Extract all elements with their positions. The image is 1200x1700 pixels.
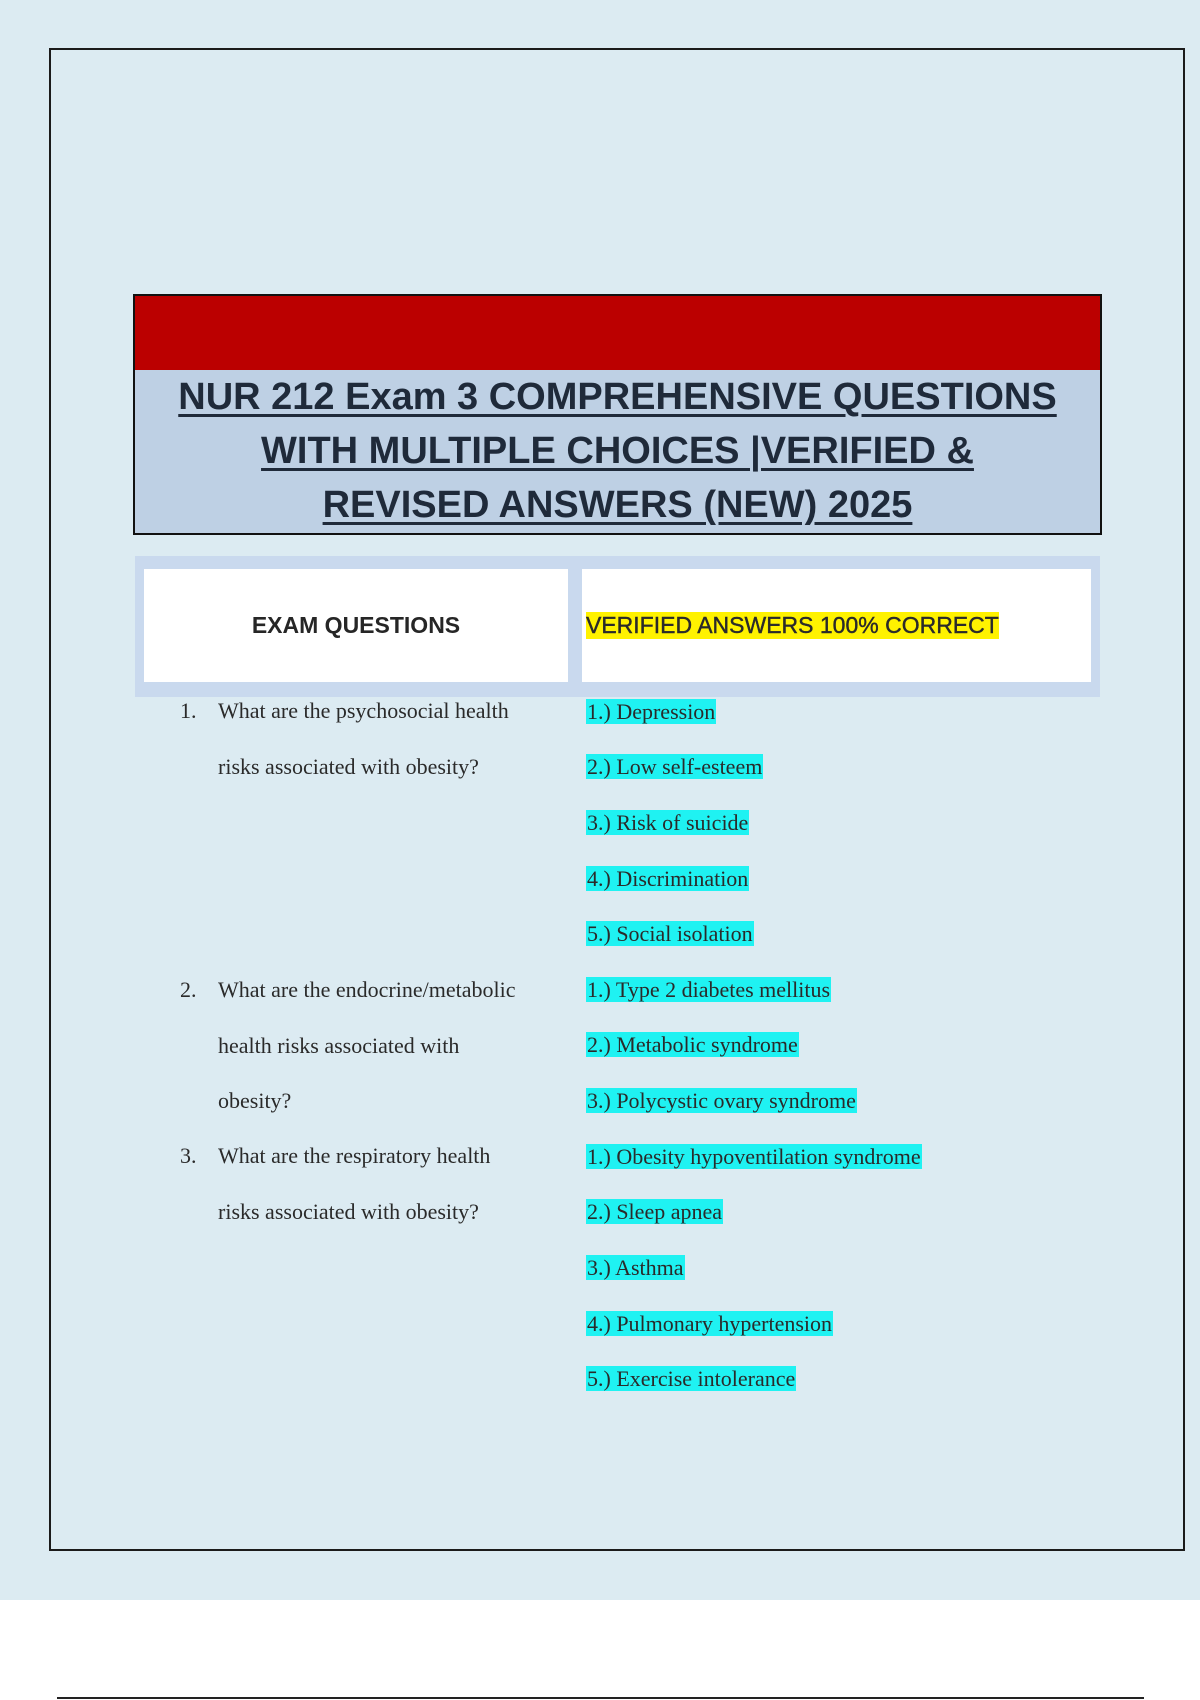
verified-answers-label: VERIFIED ANSWERS 100% CORRECT	[586, 612, 999, 638]
question-number: 1.	[180, 698, 197, 723]
answer-item	[586, 1087, 857, 1115]
answer-text: 1.) Type 2 diabetes mellitus	[587, 977, 831, 1002]
question-line: obesity?	[218, 1088, 292, 1113]
question-line: risks associated with obesity?	[218, 1198, 479, 1224]
question-item	[180, 683, 560, 794]
question-number: 2.	[180, 977, 197, 1002]
answer-text: 1.) Depression	[587, 699, 716, 724]
answer-item	[586, 809, 749, 837]
answer-text: 5.) Social isolation	[587, 921, 753, 946]
question-item	[180, 962, 560, 1129]
answer-item	[586, 698, 716, 726]
title-line-3: REVISED ANSWERS (NEW) 2025	[322, 484, 913, 526]
question-number: 3.	[180, 1143, 197, 1168]
answer-item	[586, 1254, 685, 1282]
question-line: What are the endocrine/metabolic	[218, 977, 516, 1002]
bottom-divider	[57, 1697, 1144, 1699]
answer-item	[586, 920, 754, 948]
verified-answers-header	[582, 569, 1091, 682]
table-header-row	[135, 556, 1100, 697]
answer-text: 2.) Metabolic syndrome	[587, 1032, 798, 1057]
question-line: risks associated with obesity?	[218, 753, 479, 779]
answer-text: 5.) Exercise intolerance	[587, 1366, 796, 1391]
answer-text: 3.) Risk of suicide	[587, 810, 749, 835]
question-line: health risks associated with	[218, 1032, 460, 1058]
question-line: What are the psychosocial health	[218, 698, 509, 723]
answer-text: 2.) Sleep apnea	[587, 1199, 722, 1224]
answer-text: 3.) Polycystic ovary syndrome	[587, 1088, 856, 1113]
document-title	[135, 370, 1100, 532]
answer-item	[586, 1143, 922, 1171]
answer-item	[586, 1365, 796, 1393]
title-block	[133, 294, 1102, 535]
answer-item	[586, 865, 749, 893]
answer-item	[586, 753, 763, 781]
question-text	[218, 683, 558, 794]
title-red-band	[135, 296, 1100, 370]
answer-text: 2.) Low self-esteem	[587, 754, 763, 779]
answer-item	[586, 976, 831, 1004]
title-line-1: NUR 212 Exam 3 COMPREHENSIVE QUESTIONS	[178, 376, 1057, 418]
title-line-2: WITH MULTIPLE CHOICES |VERIFIED &	[261, 430, 974, 472]
question-line: What are the respiratory health	[218, 1143, 491, 1168]
answer-item	[586, 1310, 833, 1338]
answer-text: 4.) Discrimination	[587, 866, 749, 891]
question-item	[180, 1128, 560, 1239]
exam-questions-label: EXAM QUESTIONS	[251, 612, 461, 638]
answer-text: 1.) Obesity hypoventilation syndrome	[587, 1144, 921, 1169]
answer-text: 4.) Pulmonary hypertension	[587, 1311, 833, 1336]
exam-questions-header	[144, 569, 568, 682]
answer-text: 3.) Asthma	[587, 1255, 684, 1280]
answer-item	[586, 1198, 723, 1226]
question-text	[218, 962, 558, 1129]
question-text	[218, 1128, 558, 1239]
answer-item	[586, 1031, 799, 1059]
